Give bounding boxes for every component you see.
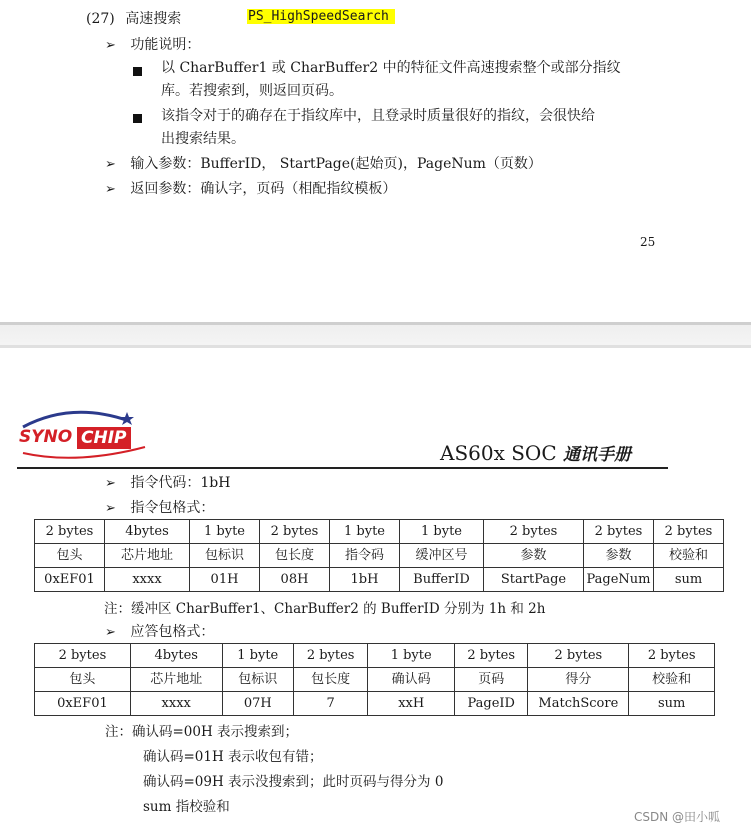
table-cell: StartPage: [484, 568, 584, 592]
table-cell: 4bytes: [105, 520, 190, 544]
response-packet-table: [34, 643, 715, 716]
command-format-row: [105, 497, 214, 517]
table-cell: 1 byte: [368, 644, 455, 668]
command-format-label: 指令包格式：: [130, 500, 215, 516]
table-cell: xxxx: [130, 692, 222, 716]
table-cell: 2 bytes: [455, 644, 528, 668]
table-cell: 指令码: [330, 544, 400, 568]
watermark: CSDN @田小呱: [634, 810, 721, 824]
command-note: 注：缓冲区 CharBuffer1、CharBuffer2 的 BufferID 分别为 1h 和 2h: [104, 601, 546, 617]
table-cell: 01H: [190, 568, 260, 592]
table-cell: MatchScore: [528, 692, 629, 716]
square-bullet-icon: [133, 64, 142, 80]
doc-title-cn: 通讯手册: [563, 445, 631, 465]
table-cell: 1 byte: [222, 644, 293, 668]
table-row: [35, 568, 724, 592]
bullet-1-line-1: 以 CharBuffer1 或 CharBuffer2 中的特征文件高速搜索整个或部分指纹: [161, 60, 621, 76]
table-cell: 缓冲区号: [400, 544, 484, 568]
table-cell: 2 bytes: [260, 520, 330, 544]
page-gap-top-edge: [0, 322, 751, 325]
table-cell: 芯片地址: [105, 544, 190, 568]
function-label-row: [105, 34, 200, 54]
table-cell: xxxx: [105, 568, 190, 592]
table-cell: 参数: [484, 544, 584, 568]
table-cell: 07H: [222, 692, 293, 716]
command-packet-table: [34, 519, 724, 592]
doc-title-latin: AS60x SOC: [440, 441, 557, 465]
arrow-bullet-icon: ➢: [105, 182, 116, 197]
page-number: 25: [640, 235, 656, 249]
table-cell: 7: [293, 692, 367, 716]
header-rule: [17, 467, 668, 469]
table-row: [35, 644, 715, 668]
table-cell: PageNum: [584, 568, 654, 592]
response-note-1: 注：确认码=00H 表示搜索到；: [105, 724, 299, 740]
table-cell: 芯片地址: [130, 668, 222, 692]
table-cell: 包长度: [293, 668, 367, 692]
table-cell: 1bH: [330, 568, 400, 592]
function-label: 功能说明：: [130, 37, 201, 53]
table-cell: 包标识: [190, 544, 260, 568]
command-code: 指令代码：1bH: [130, 475, 231, 491]
logo-chip: CHIP: [77, 427, 131, 449]
section-code: PS_HighSpeedSearch: [247, 9, 395, 24]
section-title: 高速搜索: [125, 11, 182, 27]
table-cell: 校验和: [629, 668, 715, 692]
return-params-row: [105, 178, 396, 198]
response-note-2: 确认码=01H 表示收包有错；: [143, 749, 323, 765]
logo: [17, 407, 152, 459]
table-cell: 包头: [35, 544, 105, 568]
logo-syno: SYNO: [19, 427, 73, 447]
table-cell: 2 bytes: [654, 520, 724, 544]
command-code-row: [105, 472, 230, 492]
table-cell: 0xEF01: [35, 568, 105, 592]
response-note-3: 确认码=09H 表示没搜索到；此时页码与得分为 0: [143, 774, 444, 790]
table-cell: 0xEF01: [35, 692, 131, 716]
bullet-2-line-1: 该指令对于的确存在于指纹库中，且登录时质量很好的指纹，会很快给: [161, 108, 595, 124]
table-cell: xxH: [368, 692, 455, 716]
table-cell: 包标识: [222, 668, 293, 692]
arrow-bullet-icon: ➢: [105, 38, 116, 53]
table-cell: 包头: [35, 668, 131, 692]
return-params: 返回参数：确认字，页码（相配指纹模板）: [130, 181, 397, 197]
doc-title: [440, 440, 631, 465]
table-cell: 包长度: [260, 544, 330, 568]
table-cell: 2 bytes: [35, 644, 131, 668]
square-bullet-icon: [133, 111, 142, 127]
section-heading: [86, 8, 181, 28]
table-cell: sum: [629, 692, 715, 716]
table-cell: 2 bytes: [629, 644, 715, 668]
table-cell: 校验和: [654, 544, 724, 568]
table-cell: 1 byte: [330, 520, 400, 544]
table-row: [35, 668, 715, 692]
table-cell: BufferID: [400, 568, 484, 592]
response-format-row: [105, 621, 214, 641]
table-row: [35, 544, 724, 568]
table-cell: 2 bytes: [584, 520, 654, 544]
response-note-4: sum 指校验和: [143, 799, 230, 815]
table-cell: sum: [654, 568, 724, 592]
arrow-bullet-icon: ➢: [105, 501, 116, 516]
input-params-row: [105, 153, 542, 173]
table-cell: 08H: [260, 568, 330, 592]
table-row: [35, 520, 724, 544]
input-params: 输入参数：BufferID， StartPage(起始页)，PageNum（页数）: [130, 156, 542, 172]
table-cell: 2 bytes: [528, 644, 629, 668]
bullet-2-line-2: 出搜索结果。: [161, 131, 245, 147]
table-cell: 1 byte: [400, 520, 484, 544]
arrow-bullet-icon: ➢: [105, 625, 116, 640]
table-cell: 1 byte: [190, 520, 260, 544]
table-cell: 2 bytes: [293, 644, 367, 668]
table-cell: PageID: [455, 692, 528, 716]
table-cell: 得分: [528, 668, 629, 692]
response-format-label: 应答包格式：: [130, 624, 215, 640]
table-cell: 页码: [455, 668, 528, 692]
section-number: (27): [86, 11, 115, 27]
table-cell: 确认码: [368, 668, 455, 692]
bullet-1-line-2: 库。若搜索到，则返回页码。: [161, 83, 343, 99]
arrow-bullet-icon: ➢: [105, 157, 116, 172]
table-cell: 4bytes: [130, 644, 222, 668]
arrow-bullet-icon: ➢: [105, 476, 116, 491]
table-cell: 2 bytes: [35, 520, 105, 544]
table-row: [35, 692, 715, 716]
table-cell: 2 bytes: [484, 520, 584, 544]
page-gap-bottom-edge: [0, 345, 751, 348]
table-cell: 参数: [584, 544, 654, 568]
